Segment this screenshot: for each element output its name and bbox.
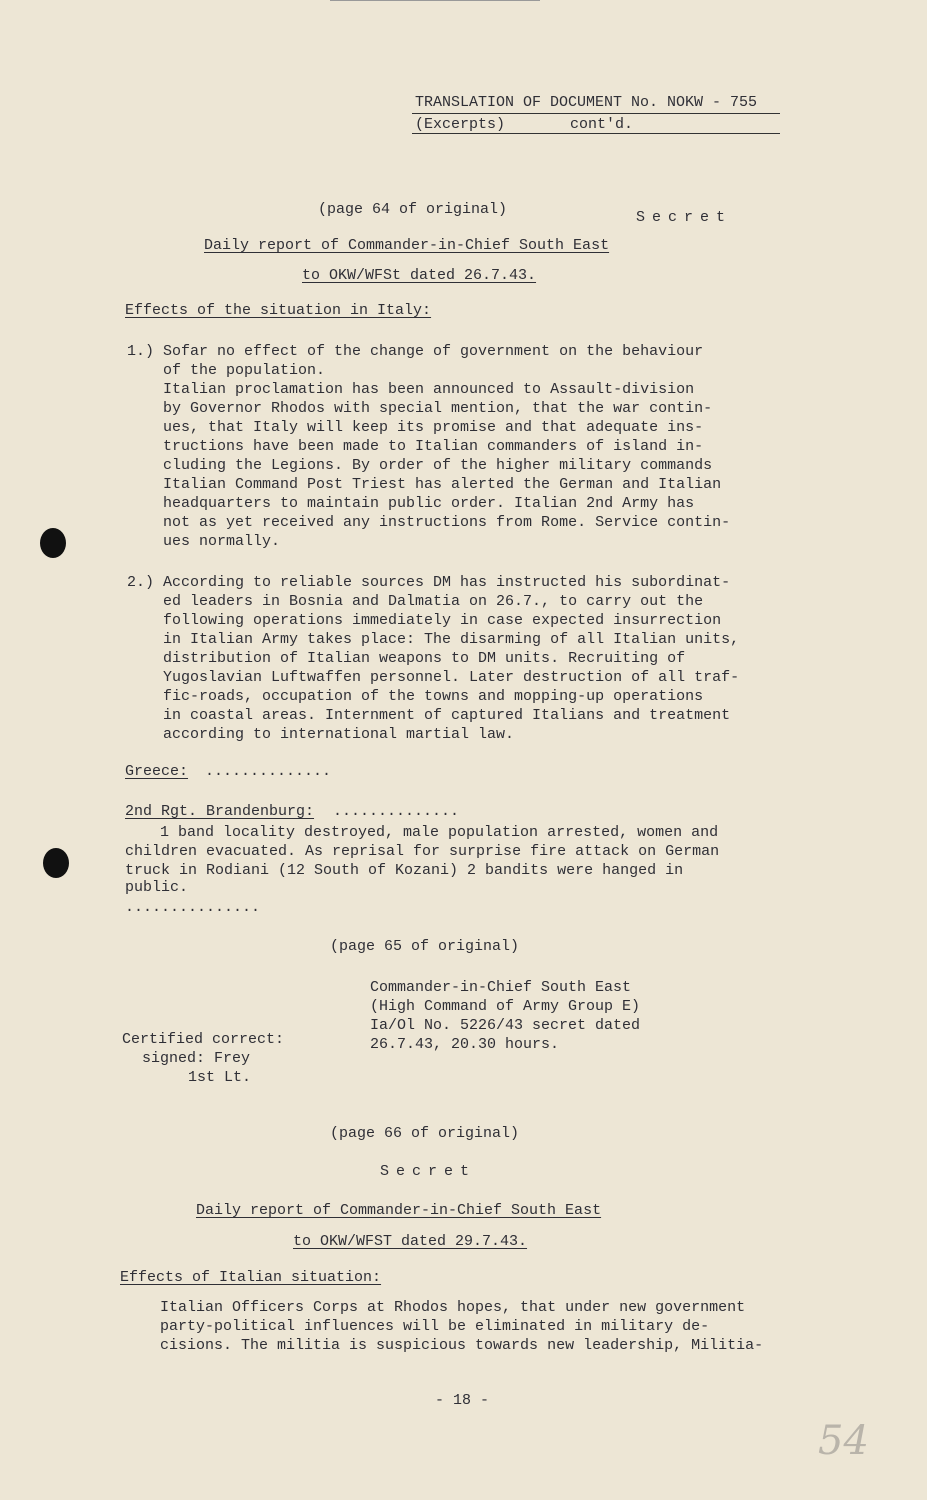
- punch-hole: [43, 848, 69, 878]
- greece-dots: ..............: [205, 763, 332, 780]
- item-1-line: tructions have been made to Italian commanders of island in-: [163, 438, 704, 455]
- item-2-line: Yugoslavian Luftwaffen personnel. Later destruction of all traf-: [163, 669, 740, 686]
- excerpts-label: (Excerpts): [415, 116, 506, 133]
- brandenburg-dots: ..............: [333, 803, 460, 820]
- brandenburg-line: public.: [125, 879, 189, 896]
- item-2-line: fic-roads, occupation of the towns and mopping-up operations: [163, 688, 704, 705]
- signature-line: (High Command of Army Group E): [370, 998, 641, 1015]
- item-2-line: According to reliable sources DM has instructed his subordinat-: [163, 574, 731, 591]
- page-ref-64: (page 64 of original): [318, 201, 508, 218]
- effects-heading-2: Effects of Italian situation:: [120, 1269, 382, 1286]
- brandenburg-line: truck in Rodiani (12 South of Kozani) 2 bandits were hanged in: [125, 862, 684, 879]
- item-1-line: ues, that Italy will keep its promise and that adequate ins-: [163, 419, 704, 436]
- punch-hole: [40, 528, 66, 558]
- page-ref-65: (page 65 of original): [330, 938, 520, 955]
- item-1-line: cluding the Legions. By order of the higher military commands: [163, 457, 713, 474]
- handwritten-number: 54: [818, 1418, 869, 1464]
- signature-line: Ia/Ol No. 5226/43 secret dated: [370, 1017, 641, 1034]
- report-title-line1: Daily report of Commander-in-Chief South East: [204, 237, 610, 254]
- item-1-line: not as yet received any instructions from Rome. Service contin-: [163, 514, 731, 531]
- item-1-line: of the population.: [163, 362, 326, 379]
- classification-secret-2: Secret: [380, 1163, 477, 1180]
- effects-heading: Effects of the situation in Italy:: [125, 302, 432, 319]
- top-edge-line: [330, 0, 540, 1]
- item-1-number: 1.): [127, 343, 155, 360]
- item-2-line: following operations immediately in case expected insurrection: [163, 612, 722, 629]
- item-2-number: 2.): [127, 574, 155, 591]
- header-underline: [412, 113, 780, 114]
- item-1-line: Italian Command Post Triest has alerted the German and Italian: [163, 476, 722, 493]
- page-number: - 18 -: [435, 1392, 490, 1409]
- certified-line: 1st Lt.: [188, 1069, 252, 1086]
- item-2-line: ed leaders in Bosnia and Dalmatia on 26.7., to carry out the: [163, 593, 704, 610]
- contd-label: cont'd.: [570, 116, 634, 133]
- end-dots: ...............: [125, 899, 261, 916]
- item-1-line: Sofar no effect of the change of government on the behaviour: [163, 343, 704, 360]
- section3-line: cisions. The militia is suspicious towards new leadership, Militia-: [160, 1337, 764, 1354]
- page-ref-66: (page 66 of original): [330, 1125, 520, 1142]
- item-1-line: by Governor Rhodos with special mention, that the war contin-: [163, 400, 713, 417]
- signature-line: Commander-in-Chief South East: [370, 979, 632, 996]
- item-1-line: headquarters to maintain public order. Italian 2nd Army has: [163, 495, 695, 512]
- certified-line: signed: Frey: [142, 1050, 251, 1067]
- section3-line: party-political influences will be eliminated in military de-: [160, 1318, 710, 1335]
- signature-line: 26.7.43, 20.30 hours.: [370, 1036, 560, 1053]
- report-title-line2: to OKW/WFST dated 29.7.43.: [293, 1233, 528, 1250]
- greece-label: Greece:: [125, 763, 189, 780]
- item-2-line: distribution of Italian weapons to DM units. Recruiting of: [163, 650, 686, 667]
- header-underline-2: [412, 133, 780, 134]
- section3-line: Italian Officers Corps at Rhodos hopes, that under new government: [160, 1299, 746, 1316]
- item-1-line: ues normally.: [163, 533, 281, 550]
- translation-header: TRANSLATION OF DOCUMENT No. NOKW - 755: [415, 94, 758, 111]
- brandenburg-label: 2nd Rgt. Brandenburg:: [125, 803, 315, 820]
- item-1-line: Italian proclamation has been announced to Assault-division: [163, 381, 695, 398]
- item-2-line: according to international martial law.: [163, 726, 515, 743]
- item-2-line: in Italian Army takes place: The disarming of all Italian units,: [163, 631, 740, 648]
- report-title-line1: Daily report of Commander-in-Chief South East: [196, 1202, 602, 1219]
- brandenburg-line: children evacuated. As reprisal for surprise fire attack on German: [125, 843, 720, 860]
- classification-secret: Secret: [636, 209, 733, 226]
- certified-line: Certified correct:: [122, 1031, 285, 1048]
- brandenburg-line: 1 band locality destroyed, male population arrested, women and: [160, 824, 719, 841]
- item-2-line: in coastal areas. Internment of captured Italians and treatment: [163, 707, 731, 724]
- report-title-line2: to OKW/WFSt dated 26.7.43.: [302, 267, 537, 284]
